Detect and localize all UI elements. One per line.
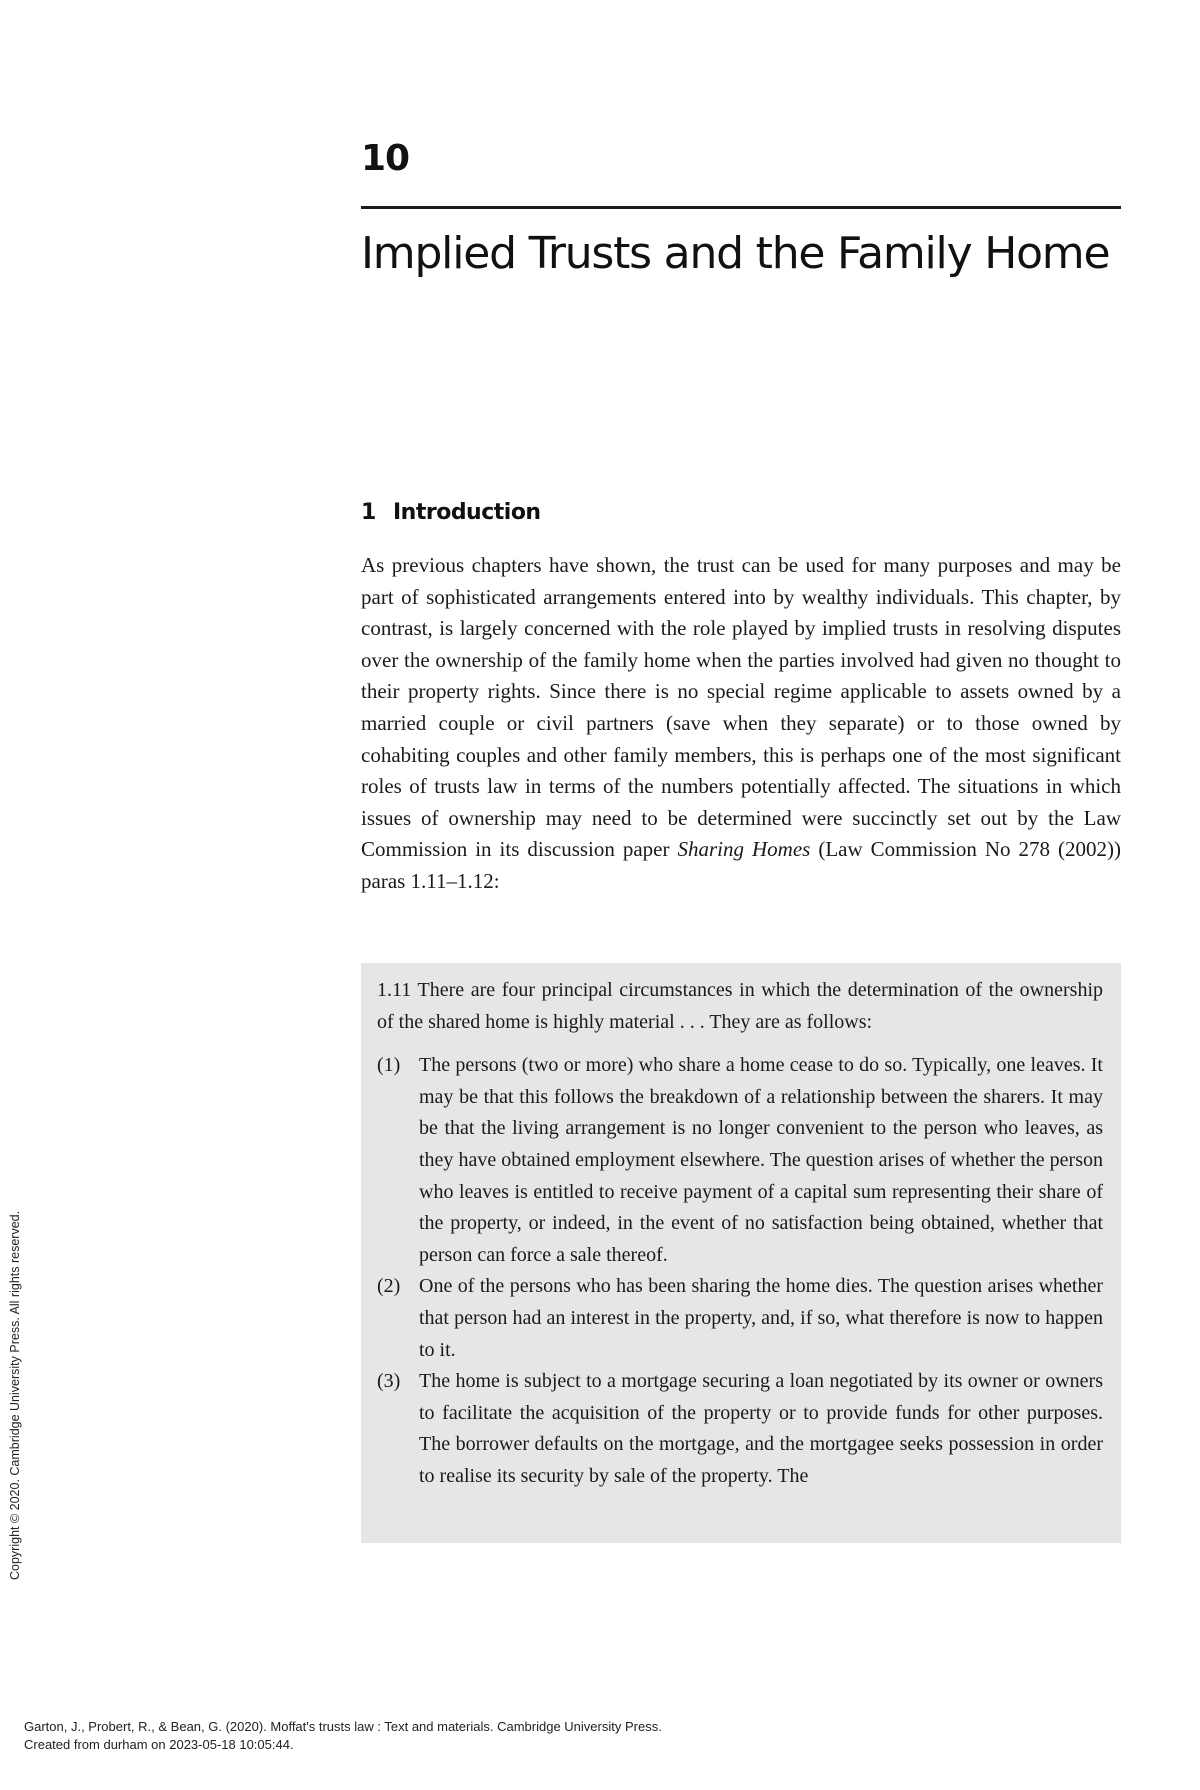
quote-lead: 1.11 There are four principal circumstances in which the determination of the ownership of the shared home is highly material . . . They are as follows:: [377, 979, 1103, 1033]
intro-paragraph: [361, 550, 1121, 898]
section-title: Introduction: [392, 500, 541, 525]
created-line: Created from durham on 2023-05-18 10:05:44.: [24, 1737, 294, 1752]
citation-line: Garton, J., Probert, R., & Bean, G. (2020). Moffat's trusts law : Text and materials. Cambridge University Press.: [24, 1719, 662, 1734]
quote-item-text: One of the persons who has been sharing the home dies. The question arises whether that person had an interest in the property, and, if so, what therefore is now to happen to it.: [419, 1275, 1103, 1361]
intro-text-end: (Law Commission No 278 (2002)) paras 1.11–1.12:: [361, 837, 1121, 893]
quote-list: [377, 1050, 1103, 1492]
quotation-box: [361, 963, 1121, 1543]
chapter-title: Implied Trusts and the Family Home: [361, 228, 1110, 279]
quote-item-text: The persons (two or more) who share a home cease to do so. Typically, one leaves. It may be that this follows the breakdown of a relationship between the sharers. It may be that the living arrangement is no longer convenient to the person who leaves, as they have obtained employment elsewhere. The question arises of whether the person who leaves is entitled to receive payment of a capital sum representing their share of the property, or indeed, in the event of no satisfaction being obtained, whether that person can force a sale thereof.: [419, 1054, 1103, 1266]
chapter-number: 10: [361, 138, 410, 179]
quote-item-marker: (2): [377, 1275, 401, 1298]
quote-item: [377, 1271, 1103, 1366]
chapter-divider: [361, 206, 1121, 209]
quote-item: [377, 1366, 1103, 1492]
footer-citation: [24, 1718, 1124, 1754]
section-number: 1: [361, 500, 376, 525]
quote-item-marker: (3): [377, 1370, 401, 1393]
quote-item-text: The home is subject to a mortgage securing a loan negotiated by its owner or owners to facilitate the acquisition of the property or to provide funds for other purposes. The borrower defaults on the mortgage, and the mortgagee seeks possession in order to realise its security by sale of the property. The: [419, 1370, 1103, 1487]
quote-item-marker: (1): [377, 1054, 401, 1077]
section-heading: [361, 500, 541, 525]
copyright-notice: Copyright © 2020. Cambridge University Press. All rights reserved.: [8, 1210, 22, 1580]
intro-italic-title: Sharing Homes: [677, 837, 811, 862]
quote-item: [377, 1050, 1103, 1271]
intro-text-start: As previous chapters have shown, the trust can be used for many purposes and may be part of sophisticated arrangements entered into by wealthy individuals. This chapter, by contrast, is largely concerned with the role played by implied trusts in resolving disputes over the ownership of the family home when the parties involved had given no thought to their property rights. Since there is no special regime applicable to assets owned by a married couple or civil partners (save when they separate) or to those owned by cohabiting couples and other family members, this is perhaps one of the most significant roles of trusts law in terms of the numbers potentially affected. The situations in which issues of ownership may need to be determined were succinctly set out by the Law Commission in its discussion paper: [361, 553, 1121, 862]
